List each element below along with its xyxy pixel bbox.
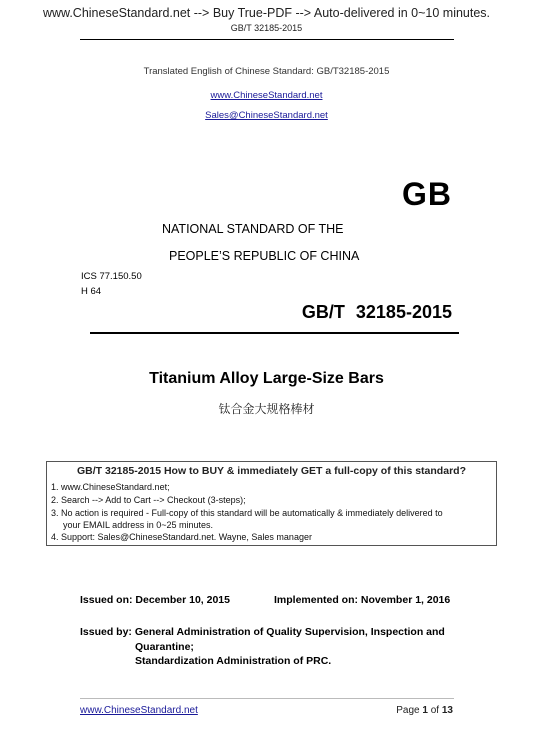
page-total: 13 — [441, 705, 453, 716]
footer-divider — [80, 698, 454, 699]
national-standard-line2: PEOPLE’S REPUBLIC OF CHINA — [169, 249, 360, 263]
purchase-step-3-cont: your EMAIL address in 0~25 minutes. — [63, 520, 213, 530]
page-label: Page — [396, 705, 420, 716]
purchase-step-4: 4. Support: Sales@ChineseStandard.net. Wayne, Sales manager — [51, 532, 312, 542]
issuer-line3: Standardization Administration of PRC. — [135, 655, 332, 667]
email-link[interactable]: Sales@ChineseStandard.net — [205, 110, 328, 121]
purchase-step-3: 3. No action is required - Full-copy of this standard will be automatically & immediately delivered to — [51, 508, 443, 518]
national-standard-line1: NATIONAL STANDARD OF THE — [162, 222, 344, 236]
page-of: of — [430, 705, 440, 716]
translation-note: Translated English of Chinese Standard: GB/T32185-2015 — [143, 66, 390, 77]
title-divider — [90, 332, 459, 334]
gb-logo: GB — [402, 176, 452, 212]
purchase-step-1[interactable]: 1. www.ChineseStandard.net; — [51, 482, 170, 492]
title-english: Titanium Alloy Large-Size Bars — [149, 370, 384, 387]
top-banner[interactable]: www.ChineseStandard.net --> Buy True-PDF --> Auto-delivered in 0~10 minutes. — [42, 6, 491, 20]
implemented-on-date: Implemented on: November 1, 2016 — [274, 594, 451, 606]
website-link-row — [0, 85, 533, 103]
purchase-heading: GB/T 32185-2015 How to BUY & immediately GET a full-copy of this standard? — [77, 465, 466, 477]
header-divider — [80, 39, 454, 40]
title-chinese: 钛合金大规格棒材 — [218, 402, 315, 416]
issued-on-date: Issued on: December 10, 2015 — [80, 594, 230, 606]
issuer-line1: Issued by: General Administration of Quality Supervision, Inspection and — [80, 626, 445, 638]
ics-code: ICS 77.150.50 — [81, 271, 142, 282]
website-link[interactable]: www.ChineseStandard.net — [210, 90, 323, 101]
email-link-row — [0, 105, 533, 123]
footer-website-link[interactable]: www.ChineseStandard.net — [80, 705, 198, 716]
page-indicator — [396, 705, 453, 716]
standard-number: GB/T 32185-2015 — [301, 302, 452, 322]
page-current: 1 — [422, 705, 428, 716]
purchase-info-box — [46, 461, 497, 546]
classification-code: H 64 — [81, 286, 102, 297]
header-standard-code: GB/T 32185-2015 — [230, 23, 303, 33]
issuer-line2: Quarantine; — [135, 641, 194, 653]
purchase-step-2: 2. Search --> Add to Cart --> Checkout (3-steps); — [51, 495, 246, 505]
